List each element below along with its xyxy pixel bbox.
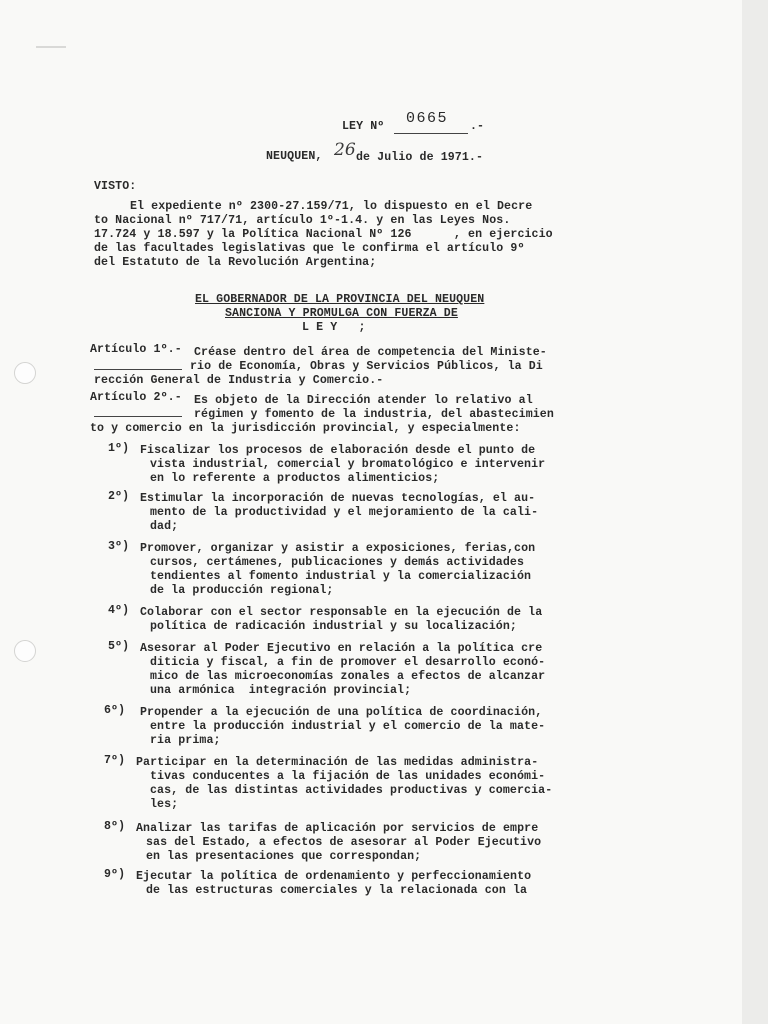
visto-line: to Nacional nº 717/71, artículo 1º-1.4. y en las Leyes Nos. (94, 214, 511, 227)
article-dash (94, 416, 182, 417)
item-line: ria prima; (150, 734, 221, 747)
law-number-underline (394, 133, 468, 134)
visto-line: 17.724 y 18.597 y la Política Nacional Nº 126 , en ejercicio (94, 228, 553, 241)
item-line: de la producción regional; (150, 584, 334, 597)
scanner-background (742, 0, 768, 1024)
item-line: Propender a la ejecución de una política de coordinación, (140, 706, 543, 719)
item-line: les; (150, 798, 179, 811)
item-number: 8º) (104, 820, 126, 833)
item-line: diticia y fiscal, a fin de promover el desarrollo econó- (150, 656, 546, 669)
item-line: tivas conducentes a la fijación de las unidades económi- (150, 770, 546, 783)
punch-hole-top (14, 362, 36, 384)
item-line: cas, de las distintas actividades productivas y comercia- (150, 784, 553, 797)
article-dash (94, 369, 182, 370)
visto-line: de las facultades legislativas que le confirma el artículo 9º (94, 242, 525, 255)
item-number: 9º) (104, 868, 126, 881)
item-line: en lo referente a productos alimenticios; (150, 472, 440, 485)
article-label: Artículo 1º.- (90, 343, 182, 356)
item-line: Estimular la incorporación de nuevas tecnologías, el au- (140, 492, 536, 505)
item-line: vista industrial, comercial y bromatológico e intervenir (150, 458, 546, 471)
item-line: mico de las microeconomías zonales a efectos de alcanzar (150, 670, 546, 683)
item-line: política de radicación industrial y su localización; (150, 620, 517, 633)
item-line: tendientes al fomento industrial y la comercialización (150, 570, 532, 583)
paper-mark (36, 46, 66, 48)
item-line: Participar en la determinación de las medidas administra- (136, 756, 539, 769)
article-label: Artículo 2º.- (90, 391, 182, 404)
article-line: to y comercio en la jurisdicción provincial, y especialmente: (90, 422, 521, 435)
punch-hole-bottom (14, 640, 36, 662)
item-line: en las presentaciones que correspondan; (146, 850, 422, 863)
item-line: Promover, organizar y asistir a exposiciones, ferias,con (140, 542, 536, 555)
item-line: de las estructuras comerciales y la relacionada con la (146, 884, 528, 897)
item-number: 7º) (104, 754, 126, 767)
visto-label: VISTO: (94, 180, 137, 193)
item-number: 5º) (108, 640, 130, 653)
law-prefix: LEY Nº (342, 120, 385, 133)
item-line: Ejecutar la política de ordenamiento y perfeccionamiento (136, 870, 532, 883)
law-number: 0665 (406, 110, 449, 127)
place: NEUQUEN, (266, 150, 323, 163)
item-line: entre la producción industrial y el comercio de la mate- (150, 720, 546, 733)
article-line: Es objeto de la Dirección atender lo relativo al (194, 394, 533, 407)
handwritten-day: 26 (334, 140, 356, 160)
item-line: sas del Estado, a efectos de asesorar al Poder Ejecutivo (146, 836, 542, 849)
visto-line: El expediente nº 2300-27.159/71, lo dispuesto en el Decre (130, 200, 533, 213)
title-line: L E Y ; (302, 321, 366, 334)
item-line: Asesorar al Poder Ejecutivo en relación a la política cre (140, 642, 543, 655)
item-line: Fiscalizar los procesos de elaboración desde el punto de (140, 444, 536, 457)
item-number: 1º) (108, 442, 130, 455)
visto-line: del Estatuto de la Revolución Argentina; (94, 256, 377, 269)
item-line: mento de la productividad y el mejoramiento de la cali- (150, 506, 539, 519)
article-line: rio de Economía, Obras y Servicios Públicos, la Di (190, 360, 543, 373)
item-number: 4º) (108, 604, 130, 617)
item-line: dad; (150, 520, 179, 533)
date-text: de Julio de 1971.- (356, 151, 484, 164)
item-line: cursos, certámenes, publicaciones y demás actividades (150, 556, 525, 569)
article-line: Créase dentro del área de competencia del Ministe- (194, 346, 547, 359)
item-number: 3º) (108, 540, 130, 553)
title-line: EL GOBERNADOR DE LA PROVINCIA DEL NEUQUEN (195, 293, 485, 306)
item-line: Analizar las tarifas de aplicación por servicios de empre (136, 822, 539, 835)
item-line: Colaborar con el sector responsable en la ejecución de la (140, 606, 543, 619)
item-number: 6º) (104, 704, 126, 717)
article-line: rección General de Industria y Comercio.- (94, 374, 384, 387)
title-line: SANCIONA Y PROMULGA CON FUERZA DE (225, 307, 458, 320)
item-line: una armónica integración provincial; (150, 684, 412, 697)
item-number: 2º) (108, 490, 130, 503)
law-suffix: .- (470, 120, 485, 133)
article-line: régimen y fomento de la industria, del abastecimien (194, 408, 554, 421)
